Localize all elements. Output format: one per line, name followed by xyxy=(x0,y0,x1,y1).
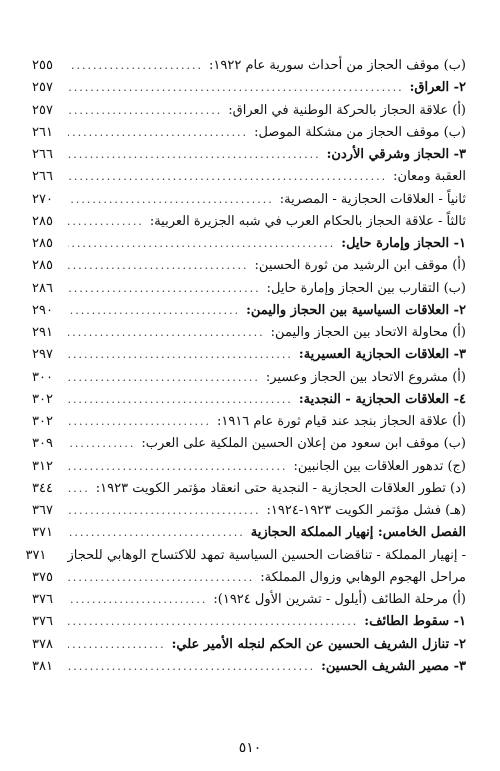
toc-entry xyxy=(25,547,466,570)
entry-title: (أ) علاقة الحجاز بنجد عند قيام ثورة عام ١٩١٦: xyxy=(216,414,466,429)
entry-title: (أ) موقف ابن الرشيد من ثورة الحسين: xyxy=(254,258,466,274)
dot-leader xyxy=(68,437,135,450)
entry-title: ٣- الحجاز وشرقي الأردن: xyxy=(326,147,466,162)
entry-page-number: ٣٠٩ xyxy=(32,436,53,452)
entry-title: الفصل الخامس: إنهيار المملكة الحجازية xyxy=(250,525,466,541)
entry-page-number: ٣٧٥ xyxy=(32,569,53,585)
toc-entry xyxy=(32,459,466,481)
entry-title: ٢- العراق: xyxy=(409,80,466,96)
toc-entry xyxy=(32,281,466,303)
entry-page-number: ٣٧١ xyxy=(25,547,47,563)
entry-page-number: ٢٩٧ xyxy=(32,347,53,363)
dot-leader xyxy=(68,504,260,517)
toc-heading xyxy=(32,147,466,169)
entry-title: (د) تطور العلاقات الحجازية - النجدية حتى انعقاد مؤتمر الكويت ١٩٢٣: xyxy=(95,480,466,496)
entry-page-number: ٣٧١ xyxy=(32,525,53,541)
entry-page-number: ٣٠٢ xyxy=(32,414,53,429)
toc-entry xyxy=(32,370,466,392)
toc-heading xyxy=(32,637,466,659)
entry-page-number: ٢٨٥ xyxy=(32,213,53,229)
dot-leader xyxy=(68,526,245,539)
entry-page-number: ٢٨٥ xyxy=(32,236,53,251)
entry-page-number: ٢٧٠ xyxy=(32,191,53,207)
toc-heading xyxy=(32,614,466,636)
entry-title: ٢- تنازل الشريف الحسين عن الحكم لنجله الأمير علي: xyxy=(171,636,466,652)
toc-entry xyxy=(32,503,466,525)
entry-title: ٢- العلاقات السياسية بين الحجاز واليمن: xyxy=(246,302,466,318)
toc-entry xyxy=(32,169,466,191)
toc-entry xyxy=(32,214,466,236)
toc-heading xyxy=(32,659,466,681)
entry-title: مراحل الهجوم الوهابي وزوال المملكة: xyxy=(260,569,466,585)
entry-title: (ب) موقف الحجاز من أحداث سورية عام ١٩٢٢: xyxy=(208,58,466,73)
dot-leader xyxy=(68,304,240,317)
toc-entry xyxy=(32,125,466,147)
dot-leader xyxy=(68,170,387,183)
toc-entry xyxy=(32,58,466,80)
dot-leader xyxy=(68,126,248,139)
toc-entry xyxy=(32,436,466,458)
toc-entry xyxy=(32,103,466,125)
entry-title: ثانياً - العلاقات الحجازية - المصرية: xyxy=(279,191,466,207)
entry-title: (ب) التقارب بين الحجاز وإمارة حايل: xyxy=(266,280,466,296)
entry-page-number: ٢٩٠ xyxy=(32,302,53,318)
entry-page-number: ٣٦٧ xyxy=(32,503,53,518)
dot-leader xyxy=(68,482,90,495)
dot-leader xyxy=(68,215,144,228)
entry-title: (أ) علاقة الحجاز بالحركة الوطنية في العراق: xyxy=(228,102,466,118)
entry-page-number: ٢٩١ xyxy=(32,325,53,340)
entry-title: (أ) مرحلة الطائف (أيلول - تشرين الأول ١٩٢٤): xyxy=(213,592,466,607)
page-number: ٥١٠ xyxy=(238,740,262,756)
entry-page-number: ٢٦٦ xyxy=(32,169,53,185)
entry-title: (أ) محاولة الاتحاد بين الحجاز واليمن: xyxy=(270,325,466,340)
dot-leader xyxy=(68,460,288,473)
toc-heading xyxy=(32,525,466,547)
toc-heading xyxy=(32,236,466,258)
entry-title: ١- الحجاز وإمارة حايل: xyxy=(341,236,466,251)
dot-leader xyxy=(68,615,358,628)
entry-page-number: ٣٧٨ xyxy=(32,636,53,652)
entry-page-number: ٣٧٦ xyxy=(32,614,53,630)
dot-leader xyxy=(68,371,260,384)
dot-leader xyxy=(68,148,321,161)
entry-page-number: ٢٥٥ xyxy=(32,58,53,73)
toc-heading xyxy=(32,392,466,414)
toc-heading xyxy=(32,303,466,325)
entry-page-number: ٣٧٦ xyxy=(32,592,53,607)
dot-leader xyxy=(68,660,315,673)
entry-title: ٣- مصير الشريف الحسين: xyxy=(321,658,466,674)
toc-entry xyxy=(32,592,466,614)
toc-entry xyxy=(32,325,466,347)
toc-heading xyxy=(32,80,466,102)
dot-leader xyxy=(68,593,207,606)
toc-entry xyxy=(32,570,466,592)
entry-title: (هـ) فشل مؤتمر الكويت ١٩٢٣-١٩٢٤: xyxy=(266,503,466,518)
entry-title: (ج) تدهور العلاقات بين الجانبين: xyxy=(293,458,466,474)
entry-page-number: ٣٤٤ xyxy=(32,480,53,496)
dot-leader xyxy=(68,415,211,428)
dot-leader xyxy=(68,237,335,250)
entry-page-number: ٢٥٧ xyxy=(32,102,53,118)
entry-title: ٣- العلاقات الحجازية العسيرية: xyxy=(298,347,466,363)
toc-heading xyxy=(32,347,466,369)
dot-leader xyxy=(68,81,404,94)
entry-page-number: ٣١٢ xyxy=(32,458,53,474)
dot-leader xyxy=(68,393,293,406)
entry-page-number: ٢٥٧ xyxy=(32,80,53,96)
entry-page-number: ٣٨١ xyxy=(32,658,53,674)
entry-page-number: ٢٨٥ xyxy=(32,258,53,274)
entry-page-number: ٢٨٦ xyxy=(32,280,53,296)
entry-title: ثالثاً - علاقة الحجاز بالحكام العرب في شبه الجزيرة العربية: xyxy=(149,213,466,229)
entry-title: ١- سقوط الطائف: xyxy=(364,614,466,630)
entry-title: ٤- العلاقات الحجازية - النجدية: xyxy=(298,391,466,407)
entry-title: - إنهيار المملكة - تناقضات الحسين السياسية تمهد للاكتساح الوهابي للحجاز xyxy=(67,547,466,563)
entry-page-number: ٣٠٠ xyxy=(32,369,53,385)
entry-page-number: ٢٦١ xyxy=(32,124,53,140)
toc-entry xyxy=(32,258,466,280)
toc-entry xyxy=(32,414,466,436)
entry-page-number: ٢٦٦ xyxy=(32,147,53,162)
dot-leader xyxy=(68,571,254,584)
dot-leader xyxy=(68,348,293,361)
toc-entry xyxy=(32,192,466,214)
entry-title: (أ) مشروع الاتحاد بين الحجاز وعسير: xyxy=(265,369,466,385)
entry-title: العقبة ومعان: xyxy=(393,169,466,185)
dot-leader xyxy=(68,104,222,117)
dot-leader xyxy=(68,638,166,651)
dot-leader xyxy=(68,326,265,339)
entry-title: (ب) موقف الحجاز من مشكلة الموصل: xyxy=(254,124,466,140)
dot-leader xyxy=(68,193,274,206)
table-of-contents xyxy=(25,58,466,681)
dot-leader xyxy=(68,259,249,272)
toc-entry xyxy=(32,481,466,503)
dot-leader xyxy=(68,59,203,72)
dot-leader xyxy=(68,282,261,295)
entry-page-number: ٣٠٢ xyxy=(32,391,53,407)
entry-title: (ب) موقف ابن سعود من إعلان الحسين الملكية على العرب: xyxy=(141,436,466,452)
